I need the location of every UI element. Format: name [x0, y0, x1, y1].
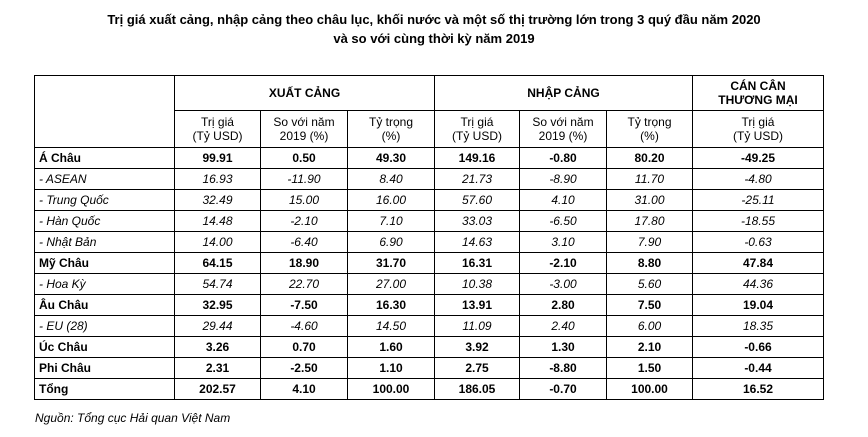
import-share-header: Tỷ trọng (%) — [607, 111, 693, 148]
table-cell: 16.00 — [348, 190, 435, 211]
export-group-header: XUẤT CẢNG — [175, 76, 435, 111]
table-cell: 7.10 — [348, 211, 435, 232]
table-cell: 2.10 — [607, 337, 693, 358]
table-body — [35, 148, 824, 400]
table-cell: -0.80 — [520, 148, 607, 169]
table-cell: 57.60 — [435, 190, 520, 211]
table-cell: 15.00 — [261, 190, 348, 211]
table-cell: 49.30 — [348, 148, 435, 169]
balance-value-header: Trị giá (Tỷ USD) — [693, 111, 824, 148]
table-cell: 99.91 — [175, 148, 261, 169]
table-cell: 6.90 — [348, 232, 435, 253]
table-cell: 14.63 — [435, 232, 520, 253]
table-cell: 11.09 — [435, 316, 520, 337]
table-cell: 33.03 — [435, 211, 520, 232]
table-cell: 2.80 — [520, 295, 607, 316]
table-row — [35, 211, 824, 232]
table-cell: 186.05 — [435, 379, 520, 400]
row-label: - Hoa Kỳ — [35, 274, 175, 295]
table-cell: 3.10 — [520, 232, 607, 253]
table-cell: 16.30 — [348, 295, 435, 316]
table-cell: -3.00 — [520, 274, 607, 295]
table-cell: 14.48 — [175, 211, 261, 232]
table-cell: 8.80 — [607, 253, 693, 274]
row-label: - Hàn Quốc — [35, 211, 175, 232]
row-label: Tổng — [35, 379, 175, 400]
table-cell: 32.95 — [175, 295, 261, 316]
table-cell: 22.70 — [261, 274, 348, 295]
table-cell: -25.11 — [693, 190, 824, 211]
table-row — [35, 190, 824, 211]
row-label: Úc Châu — [35, 337, 175, 358]
balance-header-line-2: THƯƠNG MẠI — [718, 93, 798, 107]
table-cell: -2.10 — [261, 211, 348, 232]
table-cell: 21.73 — [435, 169, 520, 190]
table-cell: 32.49 — [175, 190, 261, 211]
table-cell: 1.10 — [348, 358, 435, 379]
row-label: - Trung Quốc — [35, 190, 175, 211]
row-label: - Nhật Bản — [35, 232, 175, 253]
table-cell: -0.44 — [693, 358, 824, 379]
table-cell: 80.20 — [607, 148, 693, 169]
table-cell: 1.30 — [520, 337, 607, 358]
table-row — [35, 169, 824, 190]
table-cell: -8.80 — [520, 358, 607, 379]
import-change-header: So với năm 2019 (%) — [520, 111, 607, 148]
table-cell: -2.10 — [520, 253, 607, 274]
table-cell: 14.00 — [175, 232, 261, 253]
table-cell: 64.15 — [175, 253, 261, 274]
balance-header-line-1: CÁN CÂN — [730, 79, 786, 93]
table-cell: 1.50 — [607, 358, 693, 379]
table-cell: 0.70 — [261, 337, 348, 358]
table-cell: 1.60 — [348, 337, 435, 358]
table-cell: 149.16 — [435, 148, 520, 169]
table-row — [35, 232, 824, 253]
table-row — [35, 148, 824, 169]
table-cell: -2.50 — [261, 358, 348, 379]
table-cell: 2.75 — [435, 358, 520, 379]
row-label: - EU (28) — [35, 316, 175, 337]
table-title-line-2: và so với cùng thời kỳ năm 2019 — [333, 31, 535, 46]
table-row — [35, 253, 824, 274]
table-row — [35, 358, 824, 379]
table-row — [35, 274, 824, 295]
table-row — [35, 337, 824, 358]
group-header-row — [35, 76, 824, 111]
table-cell: 10.38 — [435, 274, 520, 295]
table-cell: 17.80 — [607, 211, 693, 232]
table-cell: 202.57 — [175, 379, 261, 400]
table-cell: 16.52 — [693, 379, 824, 400]
table-cell: 31.70 — [348, 253, 435, 274]
table-cell: 29.44 — [175, 316, 261, 337]
table-cell: -0.63 — [693, 232, 824, 253]
table-cell: 8.40 — [348, 169, 435, 190]
table-cell: 16.31 — [435, 253, 520, 274]
table-cell: -7.50 — [261, 295, 348, 316]
row-label: Phi Châu — [35, 358, 175, 379]
import-value-header: Trị giá (Tỷ USD) — [435, 111, 520, 148]
import-group-header: NHẬP CẢNG — [435, 76, 693, 111]
row-label: Á Châu — [35, 148, 175, 169]
row-label: Mỹ Châu — [35, 253, 175, 274]
table-cell: 6.00 — [607, 316, 693, 337]
table-cell: 44.36 — [693, 274, 824, 295]
table-cell: -6.40 — [261, 232, 348, 253]
table-cell: -6.50 — [520, 211, 607, 232]
table-row — [35, 295, 824, 316]
table-cell: 5.60 — [607, 274, 693, 295]
table-row — [35, 316, 824, 337]
row-label: - ASEAN — [35, 169, 175, 190]
table-cell: 100.00 — [348, 379, 435, 400]
table-cell: 27.00 — [348, 274, 435, 295]
table-cell: 18.35 — [693, 316, 824, 337]
table-cell: 2.31 — [175, 358, 261, 379]
table-title — [0, 10, 868, 48]
table-cell: 54.74 — [175, 274, 261, 295]
table-cell: -0.70 — [520, 379, 607, 400]
export-change-header: So với năm 2019 (%) — [261, 111, 348, 148]
table-cell: -49.25 — [693, 148, 824, 169]
table-cell: 2.40 — [520, 316, 607, 337]
table-cell: 3.92 — [435, 337, 520, 358]
table-cell: 16.93 — [175, 169, 261, 190]
table-cell: 100.00 — [607, 379, 693, 400]
source-note: Nguồn: Tổng cục Hải quan Việt Nam — [35, 411, 231, 425]
table-cell: 7.50 — [607, 295, 693, 316]
table-cell: 7.90 — [607, 232, 693, 253]
export-value-header: Trị giá (Tỷ USD) — [175, 111, 261, 148]
table-cell: -0.66 — [693, 337, 824, 358]
row-label: Âu Châu — [35, 295, 175, 316]
table-cell: 4.10 — [520, 190, 607, 211]
table-cell: 4.10 — [261, 379, 348, 400]
table-title-line-1: Trị giá xuất cảng, nhập cảng theo châu lục, khối nước và một số thị trường lớn trong 3 quý đầu năm 2020 — [107, 12, 761, 27]
table-cell: 18.90 — [261, 253, 348, 274]
table-cell: 47.84 — [693, 253, 824, 274]
export-share-header: Tỷ trọng (%) — [348, 111, 435, 148]
table-cell: -11.90 — [261, 169, 348, 190]
table-cell: -18.55 — [693, 211, 824, 232]
table-cell: 0.50 — [261, 148, 348, 169]
table-cell: 19.04 — [693, 295, 824, 316]
trade-table — [34, 75, 824, 400]
table-row — [35, 379, 824, 400]
table-cell: -8.90 — [520, 169, 607, 190]
table-cell: 11.70 — [607, 169, 693, 190]
table-cell: -4.80 — [693, 169, 824, 190]
table-cell: -4.60 — [261, 316, 348, 337]
balance-group-header — [693, 76, 824, 111]
region-header-cell — [35, 76, 175, 148]
table-cell: 13.91 — [435, 295, 520, 316]
table-cell: 14.50 — [348, 316, 435, 337]
table-cell: 3.26 — [175, 337, 261, 358]
table-cell: 31.00 — [607, 190, 693, 211]
